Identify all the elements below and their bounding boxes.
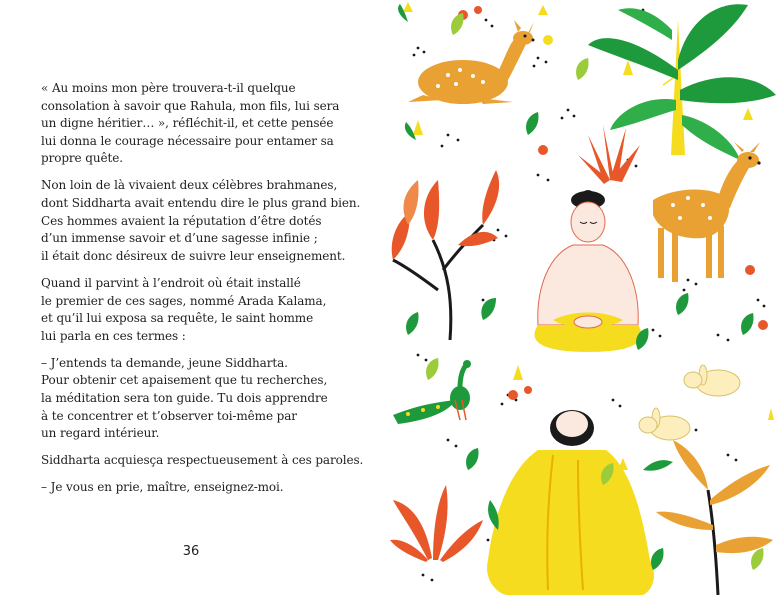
- paragraph-1: [41, 80, 361, 168]
- text-line: lui parla en ces termes :: [41, 328, 186, 343]
- banana-tree: [588, 4, 776, 160]
- text-block: [41, 80, 364, 506]
- right-page-illustration: [388, 0, 776, 595]
- text-line: Non loin de là vivaient deux célèbres brahmanes,: [41, 178, 338, 193]
- text-line: il était donc désireux de suivre leur enseignement.: [41, 248, 346, 263]
- orange-spiky-plant: [578, 125, 640, 184]
- text-line: dont Siddharta avait entendu dire le plus grand bien.: [41, 196, 361, 211]
- monk-from-behind: [487, 410, 654, 595]
- rabbits: [639, 365, 740, 440]
- text-line: d’un immense savoir et d’une sagesse infinie ;: [41, 231, 318, 246]
- text-line: le premier de ces sages, nommé Arada Kalama,: [41, 293, 327, 308]
- paragraph-6: [41, 479, 361, 497]
- text-line: un regard intérieur.: [41, 426, 160, 441]
- text-line: Ces hommes avaient la réputation d’être dotés: [41, 213, 322, 228]
- page-number: 36: [182, 544, 200, 559]
- paragraph-4: [41, 355, 361, 443]
- paragraph-5: [41, 452, 364, 470]
- resting-deer: [408, 20, 535, 104]
- meditation-garden-illustration: [388, 0, 776, 595]
- meditating-buddha: [535, 190, 642, 352]
- text-line: – J’entends ta demande, jeune Siddharta.: [41, 355, 288, 370]
- text-line: à te concentrer et t’observer toi-même par: [41, 408, 297, 423]
- text-line: Siddharta acquiesça respectueusement à ces paroles.: [41, 453, 364, 468]
- orange-tree-right: [656, 440, 773, 595]
- text-line: la méditation sera ton guide. Tu dois apprendre: [41, 391, 328, 405]
- text-line: propre quête.: [41, 151, 123, 166]
- paragraph-3: [41, 275, 361, 345]
- text-line: – Je vous en prie, maître, enseignez-moi.: [41, 480, 284, 495]
- text-line: Quand il parvint à l’endroit où était installé: [41, 275, 301, 290]
- standing-deer: [653, 142, 761, 282]
- text-line: un digne héritier… », réfléchit-il, et cette pensée: [41, 116, 334, 131]
- paragraph-2: [41, 177, 361, 265]
- orange-bush-left: [390, 485, 483, 562]
- text-line: lui donna le courage nécessaire pour entamer sa: [41, 133, 334, 148]
- text-line: consolation à savoir que Rahula, mon fils, lui sera: [41, 98, 340, 113]
- text-line: « Au moins mon père trouvera-t-il quelque: [41, 81, 296, 95]
- text-line: et qu’il lui exposa sa requête, le saint homme: [41, 311, 314, 326]
- text-line: Pour obtenir cet apaisement que tu recherches,: [41, 373, 328, 388]
